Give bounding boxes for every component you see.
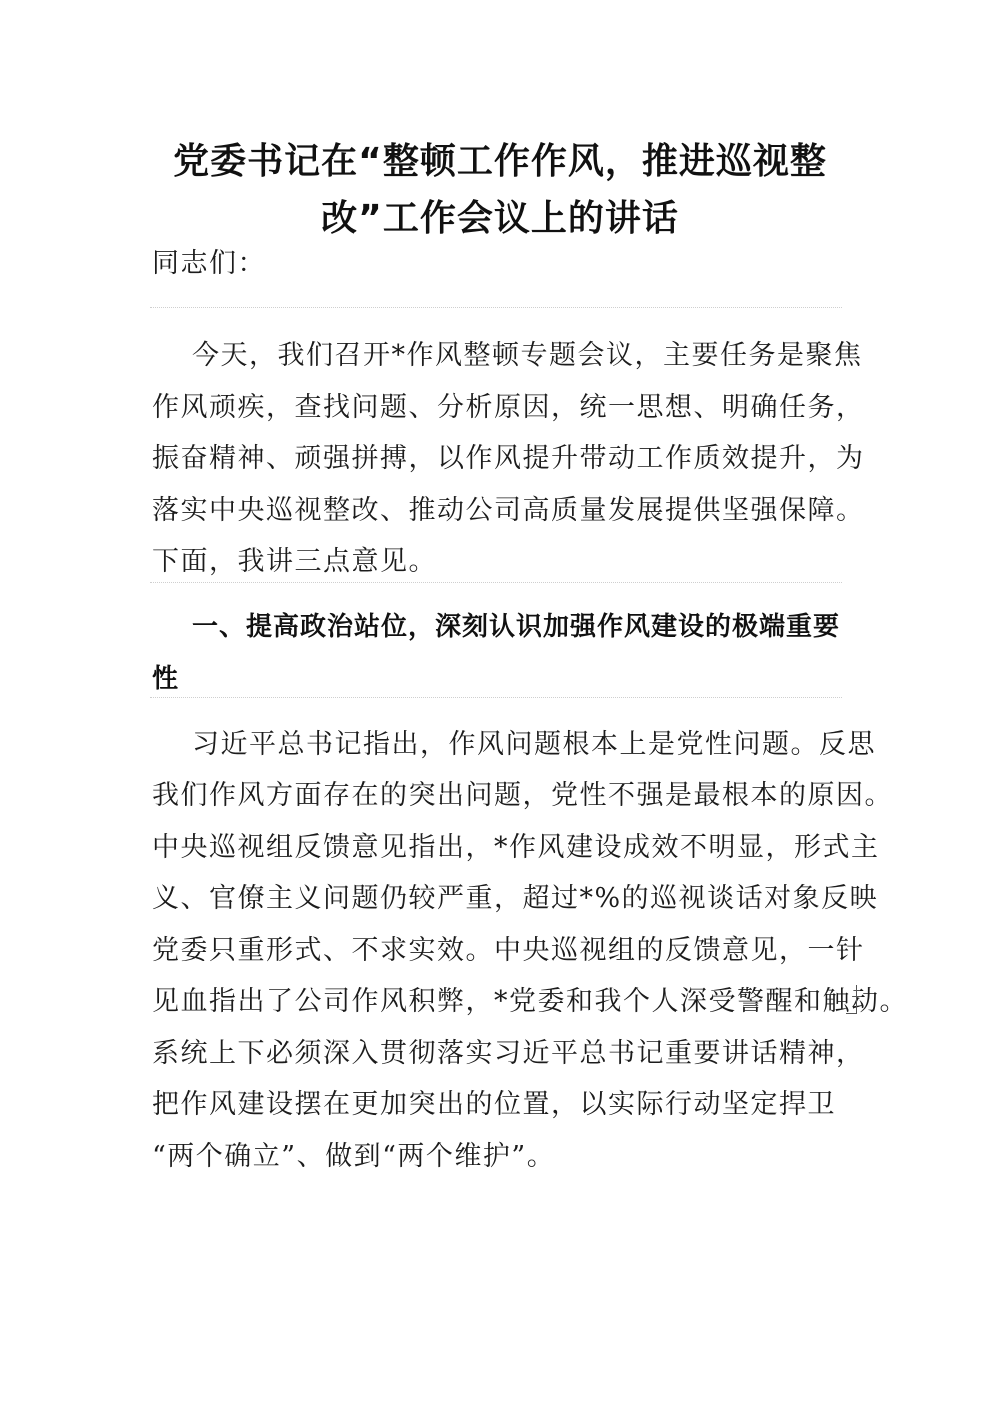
intro-line: 作风顽疾，查找问题、分析原因，统一思想、明确任务， (152, 392, 865, 423)
section-heading-line-2: 性 (152, 664, 180, 694)
intro-line: 落实中央巡视整改、推动公司高质量发展提供坚强保障。 (152, 495, 865, 526)
text-boundary-marker (846, 985, 857, 1014)
body-line: 党委只重形式、不求实效。中央巡视组的反馈意见，一针 (152, 935, 865, 966)
body-line: “两个确立”、做到“两个维护”。 (152, 1141, 556, 1172)
paragraph-divider (150, 697, 842, 698)
intro-line: 振奋精神、顽强拼搏，以作风提升带动工作质效提升，为 (152, 443, 865, 474)
section-heading-line-1: 一、提高政治站位，深刻认识加强作风建设的极端重要 (192, 612, 841, 642)
document-title-line-2: 改”工作会议上的讲话 (321, 198, 679, 239)
body-line: 习近平总书记指出，作风问题根本上是党性问题。反思 (192, 729, 876, 760)
body-line: 见血指出了公司作风积弊，*党委和我个人深受警醒和触动。 (152, 986, 908, 1017)
body-line: 中央巡视组反馈意见指出，*作风建设成效不明显，形式主 (152, 832, 880, 863)
intro-line: 下面，我讲三点意见。 (152, 546, 437, 577)
document-title-line-1: 党委书记在“整顿工作作风，推进巡视整 (173, 141, 827, 182)
body-line: 义、官僚主义问题仍较严重，超过*%的巡视谈话对象反映 (152, 883, 879, 914)
body-line: 系统上下必须深入贯彻落实习近平总书记重要讲话精神， (152, 1038, 865, 1069)
intro-line: 今天，我们召开*作风整顿专题会议，主要任务是聚焦 (192, 340, 863, 371)
salutation: 同志们： (152, 248, 266, 279)
body-line: 把作风建设摆在更加突出的位置，以实际行动坚定捍卫 (152, 1089, 836, 1120)
body-line: 我们作风方面存在的突出问题，党性不强是最根本的原因。 (152, 780, 893, 811)
paragraph-divider (150, 307, 842, 308)
paragraph-divider (150, 582, 842, 583)
